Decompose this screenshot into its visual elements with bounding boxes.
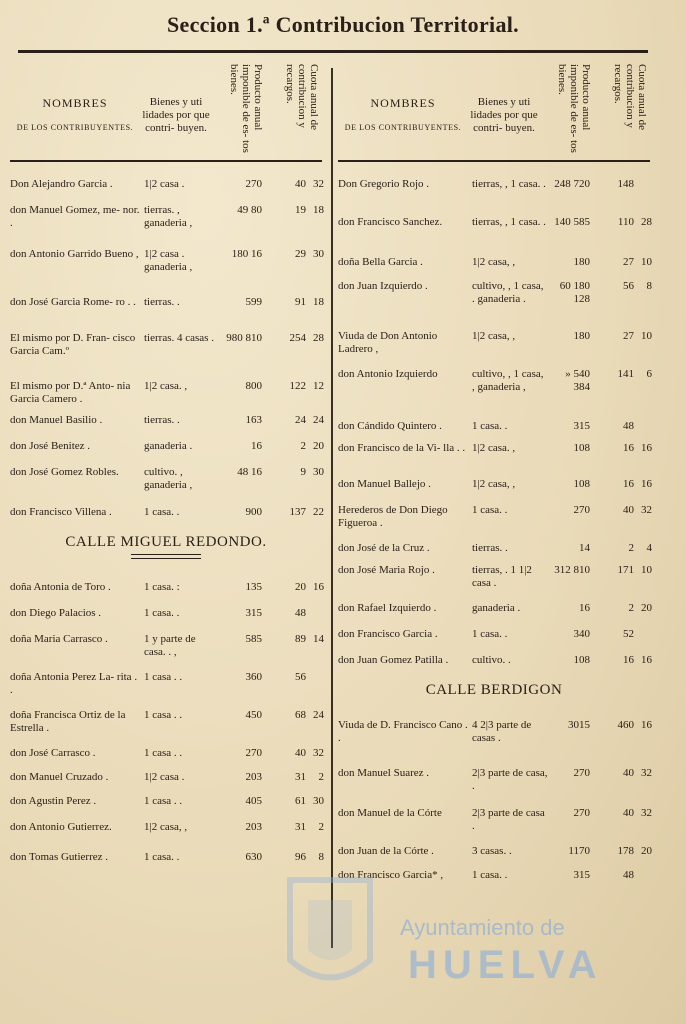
annual-product-value: 315 bbox=[573, 869, 590, 881]
quota-maravedis: 32 bbox=[641, 767, 652, 779]
taxpayer-row bbox=[338, 767, 650, 807]
taxpayer-name: don José de la Cruz . bbox=[338, 542, 430, 554]
annual-product-value: 630 bbox=[245, 851, 262, 863]
property-type: 1 casa. . bbox=[144, 851, 180, 863]
taxpayer-name: don Manuel Ballejo . bbox=[338, 478, 431, 490]
header-contribuyentes-right: DE LOS CONTRIBUYENTES. bbox=[344, 123, 462, 132]
quota-maravedis: 20 bbox=[641, 602, 652, 614]
quota-reales: 24 bbox=[295, 414, 306, 426]
right-column bbox=[338, 56, 650, 893]
annual-product-value: 270 bbox=[573, 504, 590, 516]
taxpayer-row bbox=[10, 821, 322, 851]
annual-product-value: 340 bbox=[573, 628, 590, 640]
quota-reales: 460 bbox=[617, 719, 634, 731]
taxpayer-name: don José Maria Rojo . bbox=[338, 564, 435, 576]
header-bienes-right: Bienes y uti lidades por que contri- buyen. bbox=[470, 96, 538, 134]
property-type: ganaderia . bbox=[144, 440, 193, 452]
column-separator bbox=[331, 68, 333, 948]
property-type: 1 casa. . bbox=[144, 607, 180, 619]
taxpayer-row bbox=[338, 280, 650, 330]
annual-product-value: 180 bbox=[573, 330, 590, 342]
taxpayer-row bbox=[338, 330, 650, 368]
annual-product-value: 270 bbox=[573, 767, 590, 779]
annual-product-value: 450 bbox=[245, 709, 262, 721]
right-table-header bbox=[338, 56, 650, 162]
taxpayer-row bbox=[10, 380, 322, 414]
quota-maravedis: 16 bbox=[641, 654, 652, 666]
quota-maravedis: 10 bbox=[641, 564, 652, 576]
annual-product-value: 16 bbox=[251, 440, 262, 452]
taxpayer-name: don Manuel Basilio . bbox=[10, 414, 103, 426]
property-type: 1 casa. : bbox=[144, 581, 180, 593]
annual-product-value: 16 bbox=[579, 602, 590, 614]
quota-reales: 171 bbox=[617, 564, 634, 576]
property-type: 1|2 casa, , bbox=[472, 478, 516, 490]
taxpayer-name: don Antonio Izquierdo bbox=[338, 368, 438, 380]
property-type: 1 casa . . bbox=[144, 747, 183, 759]
taxpayer-row bbox=[10, 296, 322, 332]
taxpayer-name: don Manuel Cruzado . bbox=[10, 771, 109, 783]
property-type: 1 casa . . bbox=[144, 795, 183, 807]
taxpayer-name: don Tomas Gutierrez . bbox=[10, 851, 109, 863]
quota-reales: 16 bbox=[623, 654, 634, 666]
taxpayer-name: don Francisco Villena . bbox=[10, 506, 112, 518]
taxpayer-name: don Cándido Quintero . bbox=[338, 420, 442, 432]
taxpayer-row bbox=[10, 414, 322, 440]
taxpayer-row bbox=[338, 628, 650, 654]
property-type: tierras, , 1 casa. . bbox=[472, 216, 546, 228]
annual-product-value: 405 bbox=[245, 795, 262, 807]
taxpayer-row bbox=[338, 178, 650, 216]
section-title-right bbox=[338, 682, 650, 699]
property-type: tierras, , 1 casa. . bbox=[472, 178, 546, 190]
annual-product-value: 49 80 bbox=[237, 204, 262, 216]
taxpayer-row bbox=[10, 709, 322, 747]
quota-maravedis: 32 bbox=[313, 178, 324, 190]
quota-reales: 89 bbox=[295, 633, 306, 645]
quota-reales: 48 bbox=[623, 420, 634, 432]
property-type: tierras. 4 casas . bbox=[144, 332, 214, 344]
property-type: 3 casas. . bbox=[472, 845, 512, 857]
taxpayer-name: Viuda de D. Francisco Cano . . bbox=[338, 719, 468, 744]
property-type: tierras. . bbox=[144, 296, 180, 308]
property-type: 1|2 casa . ganaderia , bbox=[144, 248, 193, 273]
quota-reales: 68 bbox=[295, 709, 306, 721]
quota-reales: 19 bbox=[295, 204, 306, 216]
taxpayer-name: Viuda de Don Antonio Ladrero , bbox=[338, 330, 438, 355]
quota-reales: 27 bbox=[623, 330, 634, 342]
annual-product-value: 163 bbox=[245, 414, 262, 426]
quota-reales: 27 bbox=[623, 256, 634, 268]
property-type: 1|2 casa. , bbox=[472, 442, 516, 454]
taxpayer-name: don José Gomez Robles. bbox=[10, 466, 119, 478]
taxpayer-row bbox=[338, 542, 650, 564]
property-type: cultivo, , 1 casa, . ganaderia . bbox=[472, 280, 544, 305]
property-type: 2|3 parte de casa, . bbox=[472, 767, 548, 792]
property-type: cultivo. . bbox=[472, 654, 511, 666]
annual-product-value: 248 720 bbox=[554, 178, 590, 190]
property-type: tierras, . 1 1|2 casa . bbox=[472, 564, 532, 589]
taxpayer-row bbox=[10, 581, 322, 607]
annual-product-value: 48 16 bbox=[237, 466, 262, 478]
taxpayer-row bbox=[338, 564, 650, 602]
annual-product-value: 270 bbox=[573, 807, 590, 819]
quota-maravedis: 32 bbox=[313, 747, 324, 759]
quota-maravedis: 16 bbox=[641, 442, 652, 454]
quota-reales: 56 bbox=[295, 671, 306, 683]
property-type: tierras. . bbox=[144, 414, 180, 426]
taxpayer-name: don Francisco de la Vi- lla . . bbox=[338, 442, 466, 454]
quota-reales: 40 bbox=[623, 767, 634, 779]
taxpayer-name: don Manuel Suarez . bbox=[338, 767, 430, 779]
quota-maravedis: 18 bbox=[313, 204, 324, 216]
annual-product-value: 3015 bbox=[568, 719, 590, 731]
annual-product-value: 599 bbox=[245, 296, 262, 308]
quota-reales: 96 bbox=[295, 851, 306, 863]
section-title-left-text: CALLE MIGUEL REDONDO. bbox=[65, 534, 267, 550]
taxpayer-name: don Juan de la Córte . bbox=[338, 845, 434, 857]
taxpayer-name: don Antonio Gutierrez. bbox=[10, 821, 112, 833]
property-type: 1 casa . . bbox=[144, 671, 183, 683]
quota-maravedis: 18 bbox=[313, 296, 324, 308]
taxpayer-row bbox=[338, 504, 650, 542]
taxpayer-row bbox=[338, 654, 650, 678]
quota-maravedis: 12 bbox=[313, 380, 324, 392]
property-type: tierras. , ganaderia , bbox=[144, 204, 193, 229]
taxpayer-name: doña Bella Garcia . bbox=[338, 256, 423, 268]
quota-maravedis: 8 bbox=[318, 851, 324, 863]
quota-reales: 2 bbox=[300, 440, 306, 452]
quota-reales: 91 bbox=[295, 296, 306, 308]
annual-product-value: 980 810 bbox=[226, 332, 262, 344]
annual-product-value: 203 bbox=[245, 821, 262, 833]
taxpayer-name: Don Gregorio Rojo . bbox=[338, 178, 430, 190]
quota-reales: 40 bbox=[623, 807, 634, 819]
quota-maravedis: 8 bbox=[646, 280, 652, 292]
left-table-body-2 bbox=[10, 573, 322, 877]
taxpayer-row bbox=[10, 332, 322, 380]
taxpayer-row bbox=[338, 807, 650, 845]
taxpayer-name: doña Antonia de Toro . bbox=[10, 581, 111, 593]
quota-reales: 9 bbox=[300, 466, 306, 478]
quota-reales: 40 bbox=[623, 504, 634, 516]
taxpayer-row bbox=[338, 478, 650, 504]
annual-product-value: » 540 384 bbox=[565, 368, 590, 393]
annual-product-value: 360 bbox=[245, 671, 262, 683]
quota-reales: 110 bbox=[617, 216, 634, 228]
quota-reales: 40 bbox=[295, 747, 306, 759]
quota-maravedis: 10 bbox=[641, 330, 652, 342]
quota-maravedis: 30 bbox=[313, 248, 324, 260]
taxpayer-row bbox=[10, 633, 322, 671]
taxpayer-row bbox=[10, 747, 322, 771]
taxpayer-name: don Rafael Izquierdo . bbox=[338, 602, 437, 614]
quota-maravedis: 20 bbox=[641, 845, 652, 857]
header-producto-right: Producto anual imponible de es- tos bienes. bbox=[556, 64, 592, 153]
quota-maravedis: 10 bbox=[641, 256, 652, 268]
title-rule bbox=[18, 50, 648, 53]
taxpayer-name: Don Alejandro Garcia . bbox=[10, 178, 113, 190]
right-table-body bbox=[338, 162, 650, 678]
quota-maravedis: 4 bbox=[646, 542, 652, 554]
taxpayer-row bbox=[338, 602, 650, 628]
property-type: 4 2|3 parte de casas . bbox=[472, 719, 532, 744]
annual-product-value: 270 bbox=[245, 747, 262, 759]
quota-reales: 254 bbox=[289, 332, 306, 344]
quota-reales: 52 bbox=[623, 628, 634, 640]
property-type: 1|2 casa . bbox=[144, 178, 185, 190]
header-contribuyentes: DE LOS CONTRIBUYENTES. bbox=[16, 123, 134, 132]
taxpayer-name: don Francisco Sanchez. bbox=[338, 216, 443, 228]
annual-product-value: 900 bbox=[245, 506, 262, 518]
taxpayer-row bbox=[10, 795, 322, 821]
taxpayer-row bbox=[10, 671, 322, 709]
quota-reales: 40 bbox=[295, 178, 306, 190]
annual-product-value: 135 bbox=[245, 581, 262, 593]
taxpayer-name: don Juan Izquierdo . bbox=[338, 280, 428, 292]
property-type: 2|3 parte de casa . bbox=[472, 807, 545, 832]
annual-product-value: 800 bbox=[245, 380, 262, 392]
quota-reales: 122 bbox=[289, 380, 306, 392]
quota-maravedis: 16 bbox=[641, 478, 652, 490]
header-nombres-right: NOMBRES bbox=[370, 96, 436, 110]
quota-maravedis: 22 bbox=[313, 506, 324, 518]
taxpayer-row bbox=[10, 851, 322, 877]
annual-product-value: 315 bbox=[573, 420, 590, 432]
taxpayer-name: don Diego Palacios . bbox=[10, 607, 102, 619]
taxpayer-name: don Francisco Garcia* , bbox=[338, 869, 444, 881]
property-type: cultivo. , ganaderia , bbox=[144, 466, 193, 491]
quota-maravedis: 28 bbox=[641, 216, 652, 228]
taxpayer-row bbox=[10, 466, 322, 506]
quota-reales: 148 bbox=[617, 178, 634, 190]
property-type: 1|2 casa, , bbox=[472, 330, 516, 342]
section-underline bbox=[131, 554, 201, 559]
quota-reales: 16 bbox=[623, 478, 634, 490]
quota-reales: 2 bbox=[628, 542, 634, 554]
property-type: 1 casa. . bbox=[472, 628, 508, 640]
quota-reales: 20 bbox=[295, 581, 306, 593]
property-type: ganaderia . bbox=[472, 602, 521, 614]
header-bienes: Bienes y uti lidades por que contri- buyen. bbox=[142, 96, 210, 134]
taxpayer-row bbox=[338, 420, 650, 442]
taxpayer-name: don Manuel de la Córte bbox=[338, 807, 442, 819]
annual-product-value: 585 bbox=[245, 633, 262, 645]
annual-product-value: 108 bbox=[573, 478, 590, 490]
section-title-right-text: CALLE BERDIGON bbox=[425, 682, 563, 698]
watermark-text-1: Ayuntamiento de bbox=[400, 915, 565, 940]
annual-product-value: 180 bbox=[573, 256, 590, 268]
annual-product-value: 203 bbox=[245, 771, 262, 783]
quota-maravedis: 32 bbox=[641, 807, 652, 819]
property-type: 1 casa. . bbox=[144, 506, 180, 518]
annual-product-value: 14 bbox=[579, 542, 590, 554]
taxpayer-row bbox=[10, 771, 322, 795]
quota-reales: 48 bbox=[623, 869, 634, 881]
taxpayer-row bbox=[10, 204, 322, 248]
quota-reales: 29 bbox=[295, 248, 306, 260]
quota-maravedis: 16 bbox=[313, 581, 324, 593]
left-column bbox=[10, 56, 322, 877]
quota-maravedis: 2 bbox=[318, 771, 324, 783]
annual-product-value: 108 bbox=[573, 654, 590, 666]
property-type: 1|2 casa . bbox=[144, 771, 185, 783]
page-title: Seccion 1.ª Contribucion Territorial. bbox=[167, 12, 519, 37]
property-type: 1 casa. . bbox=[472, 420, 508, 432]
section-title-left bbox=[10, 534, 322, 559]
annual-product-value: 108 bbox=[573, 442, 590, 454]
taxpayer-row bbox=[338, 442, 650, 478]
quota-maravedis: 30 bbox=[313, 466, 324, 478]
taxpayer-name: don José Carrasco . bbox=[10, 747, 96, 759]
taxpayer-name: doña Francisca Ortiz de la Estrella . bbox=[10, 709, 126, 734]
taxpayer-row bbox=[338, 216, 650, 256]
annual-product-value: 270 bbox=[245, 178, 262, 190]
left-table-body bbox=[10, 162, 322, 530]
quota-reales: 141 bbox=[617, 368, 634, 380]
taxpayer-name: El mismo por D.ª Anto- nia Garcia Camero . bbox=[10, 380, 131, 405]
annual-product-value: 140 585 bbox=[554, 216, 590, 228]
taxpayer-name: Herederos de Don Diego Figueroa . bbox=[338, 504, 448, 529]
taxpayer-name: don Francisco Garcia . bbox=[338, 628, 438, 640]
property-type: tierras. . bbox=[472, 542, 508, 554]
header-cuota: Cuota anual de contribucion y recargos. bbox=[284, 64, 320, 130]
taxpayer-row bbox=[10, 607, 322, 633]
quota-maravedis: 14 bbox=[313, 633, 324, 645]
quota-maravedis: 24 bbox=[313, 414, 324, 426]
annual-product-value: 312 810 bbox=[554, 564, 590, 576]
quota-maravedis: 20 bbox=[313, 440, 324, 452]
header-producto: Producto anual imponible de es- tos bienes. bbox=[228, 64, 264, 153]
taxpayer-name: don José Garcia Rome- ro . . bbox=[10, 296, 136, 308]
annual-product-value: 1170 bbox=[568, 845, 590, 857]
property-type: 1|2 casa, , bbox=[472, 256, 516, 268]
quota-maravedis: 32 bbox=[641, 504, 652, 516]
quota-maravedis: 6 bbox=[646, 368, 652, 380]
annual-product-value: 180 16 bbox=[231, 248, 262, 260]
quota-reales: 178 bbox=[617, 845, 634, 857]
quota-reales: 56 bbox=[623, 280, 634, 292]
property-type: 1 y parte de casa. . , bbox=[144, 633, 196, 658]
taxpayer-row bbox=[10, 440, 322, 466]
taxpayer-row bbox=[338, 256, 650, 280]
quota-maravedis: 30 bbox=[313, 795, 324, 807]
header-cuota-right: Cuota anual de contribucion y recargos. bbox=[612, 64, 648, 130]
watermark-text-2: HUELVA bbox=[408, 943, 603, 987]
annual-product-value: 315 bbox=[245, 607, 262, 619]
quota-reales: 31 bbox=[295, 771, 306, 783]
property-type: 1 casa. . bbox=[472, 869, 508, 881]
taxpayer-name: don Manuel Gomez, me- nor. . bbox=[10, 204, 140, 229]
annual-product-value: 60 180 128 bbox=[559, 280, 590, 305]
left-table-header bbox=[10, 56, 322, 162]
quota-reales: 48 bbox=[295, 607, 306, 619]
taxpayer-name: don Antonio Garrido Bueno , bbox=[10, 248, 139, 260]
taxpayer-row bbox=[10, 178, 322, 204]
taxpayer-name: doña Antonia Perez La- rita . . bbox=[10, 671, 138, 696]
quota-maravedis: 24 bbox=[313, 709, 324, 721]
quota-reales: 31 bbox=[295, 821, 306, 833]
property-type: 1|2 casa. , bbox=[144, 380, 188, 392]
quota-reales: 16 bbox=[623, 442, 634, 454]
property-type: 1 casa . . bbox=[144, 709, 183, 721]
quota-reales: 2 bbox=[628, 602, 634, 614]
header-nombres: NOMBRES bbox=[42, 96, 108, 110]
quota-maravedis: 2 bbox=[318, 821, 324, 833]
property-type: cultivo, , 1 casa, , ganaderia , bbox=[472, 368, 544, 393]
taxpayer-row bbox=[10, 248, 322, 296]
taxpayer-name: El mismo por D. Fran- cisco Garcia Cam.º bbox=[10, 332, 136, 357]
taxpayer-name: don Juan Gomez Patilla . bbox=[338, 654, 449, 666]
taxpayer-row bbox=[338, 368, 650, 420]
taxpayer-row bbox=[10, 506, 322, 530]
taxpayer-name: doña Maria Carrasco . bbox=[10, 633, 108, 645]
property-type: 1 casa. . bbox=[472, 504, 508, 516]
quota-reales: 61 bbox=[295, 795, 306, 807]
taxpayer-name: don Agustin Perez . bbox=[10, 795, 97, 807]
taxpayer-name: don José Benitez . bbox=[10, 440, 91, 452]
property-type: 1|2 casa, , bbox=[144, 821, 188, 833]
quota-reales: 137 bbox=[289, 506, 306, 518]
taxpayer-row bbox=[338, 719, 650, 767]
quota-maravedis: 28 bbox=[313, 332, 324, 344]
quota-maravedis: 16 bbox=[641, 719, 652, 731]
